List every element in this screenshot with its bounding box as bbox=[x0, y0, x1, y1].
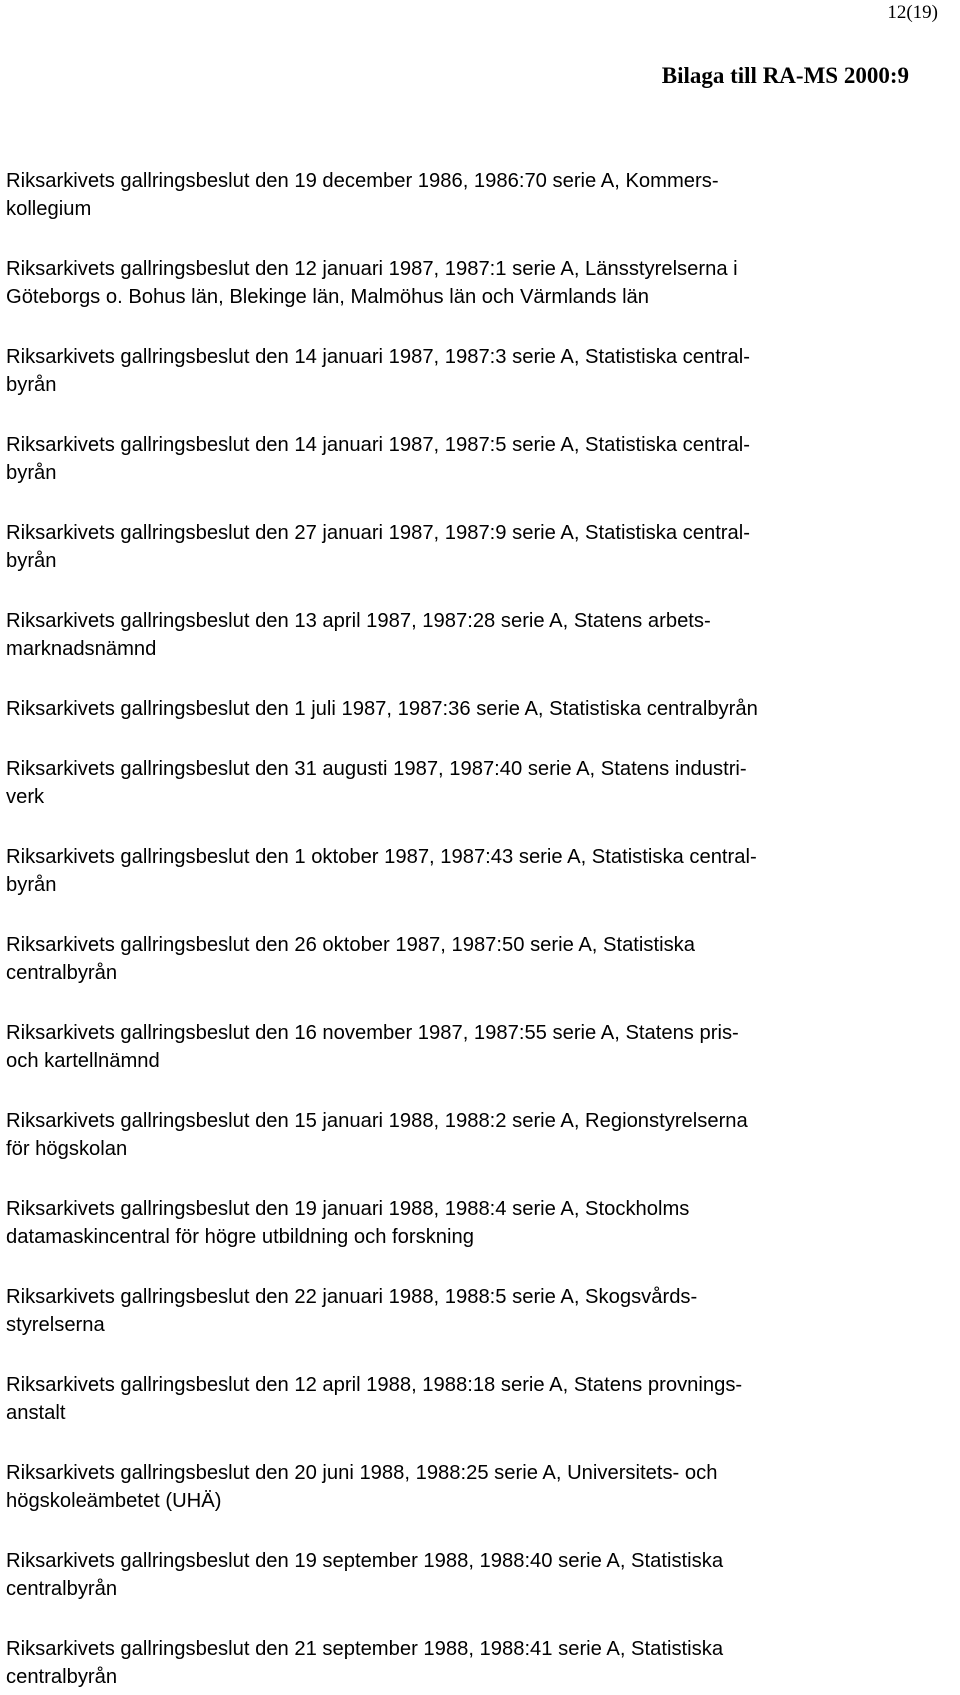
entry-line: marknadsnämnd bbox=[6, 638, 157, 660]
entry-line: byrån bbox=[6, 462, 57, 484]
entry-line: högskoleämbetet (UHÄ) bbox=[6, 1490, 222, 1512]
entry-line: Riksarkivets gallringsbeslut den 12 januari 1987, 1987:1 serie A, Länsstyrelserna i bbox=[6, 258, 738, 280]
entry-line: centralbyrån bbox=[6, 1666, 118, 1688]
list-item bbox=[6, 167, 950, 223]
entry-line: Riksarkivets gallringsbeslut den 20 juni 1988, 1988:25 serie A, Universitets- och bbox=[6, 1462, 718, 1484]
list-item bbox=[6, 1371, 950, 1427]
list-item bbox=[6, 1547, 950, 1603]
list-item bbox=[6, 343, 950, 399]
document-title: Bilaga till RA-MS 2000:9 bbox=[661, 63, 909, 88]
entry-line: anstalt bbox=[6, 1402, 66, 1424]
list-item bbox=[6, 255, 950, 311]
list-item bbox=[6, 931, 950, 987]
list-item bbox=[6, 1107, 950, 1163]
list-item bbox=[6, 755, 950, 811]
entry-line: styrelserna bbox=[6, 1314, 105, 1336]
entry-line: Riksarkivets gallringsbeslut den 15 januari 1988, 1988:2 serie A, Regionstyrelserna bbox=[6, 1110, 748, 1132]
decision-list bbox=[6, 167, 950, 1691]
entry-line: Riksarkivets gallringsbeslut den 19 september 1988, 1988:40 serie A, Statistiska bbox=[6, 1550, 724, 1572]
list-item bbox=[6, 1019, 950, 1075]
entry-line: Riksarkivets gallringsbeslut den 31 augusti 1987, 1987:40 serie A, Statens industri- bbox=[6, 758, 747, 780]
entry-line: för högskolan bbox=[6, 1138, 128, 1160]
entry-line: byrån bbox=[6, 874, 57, 896]
entry-line: Riksarkivets gallringsbeslut den 1 juli 1987, 1987:36 serie A, Statistiska centralbyrån bbox=[6, 698, 758, 720]
entry-line: Riksarkivets gallringsbeslut den 19 januari 1988, 1988:4 serie A, Stockholms bbox=[6, 1198, 690, 1220]
entry-line: Riksarkivets gallringsbeslut den 19 december 1986, 1986:70 serie A, Kommers- bbox=[6, 170, 719, 192]
list-item bbox=[6, 1635, 950, 1691]
page-number: 12(19) bbox=[887, 2, 938, 23]
entry-line: Riksarkivets gallringsbeslut den 1 oktober 1987, 1987:43 serie A, Statistiska central- bbox=[6, 846, 757, 868]
list-item bbox=[6, 519, 950, 575]
entry-line: Riksarkivets gallringsbeslut den 26 oktober 1987, 1987:50 serie A, Statistiska bbox=[6, 934, 696, 956]
entry-line: centralbyrån bbox=[6, 962, 118, 984]
entry-line: Riksarkivets gallringsbeslut den 16 november 1987, 1987:55 serie A, Statens pris- bbox=[6, 1022, 739, 1044]
list-item bbox=[6, 843, 950, 899]
entry-line: byrån bbox=[6, 374, 57, 396]
entry-line: Riksarkivets gallringsbeslut den 21 september 1988, 1988:41 serie A, Statistiska bbox=[6, 1638, 724, 1660]
entry-line: verk bbox=[6, 786, 45, 808]
list-item bbox=[6, 607, 950, 663]
entry-line: Riksarkivets gallringsbeslut den 13 april 1987, 1987:28 serie A, Statens arbets- bbox=[6, 610, 711, 632]
entry-line: datamaskincentral för högre utbildning och forskning bbox=[6, 1226, 474, 1248]
list-item bbox=[6, 1283, 950, 1339]
entry-line: Göteborgs o. Bohus län, Blekinge län, Malmöhus län och Värmlands län bbox=[6, 286, 650, 308]
list-item bbox=[6, 1195, 950, 1251]
entry-line: Riksarkivets gallringsbeslut den 12 april 1988, 1988:18 serie A, Statens provnings- bbox=[6, 1374, 743, 1396]
entry-line: Riksarkivets gallringsbeslut den 27 januari 1987, 1987:9 serie A, Statistiska central- bbox=[6, 522, 750, 544]
entry-line: centralbyrån bbox=[6, 1578, 118, 1600]
entry-line: Riksarkivets gallringsbeslut den 14 januari 1987, 1987:5 serie A, Statistiska central- bbox=[6, 434, 750, 456]
list-item bbox=[6, 695, 950, 723]
entry-line: kollegium bbox=[6, 198, 92, 220]
entry-line: och kartellnämnd bbox=[6, 1050, 160, 1072]
entry-line: byrån bbox=[6, 550, 57, 572]
entry-line: Riksarkivets gallringsbeslut den 14 januari 1987, 1987:3 serie A, Statistiska central- bbox=[6, 346, 750, 368]
entry-line: Riksarkivets gallringsbeslut den 22 januari 1988, 1988:5 serie A, Skogsvårds- bbox=[6, 1286, 698, 1308]
list-item bbox=[6, 431, 950, 487]
list-item bbox=[6, 1459, 950, 1515]
